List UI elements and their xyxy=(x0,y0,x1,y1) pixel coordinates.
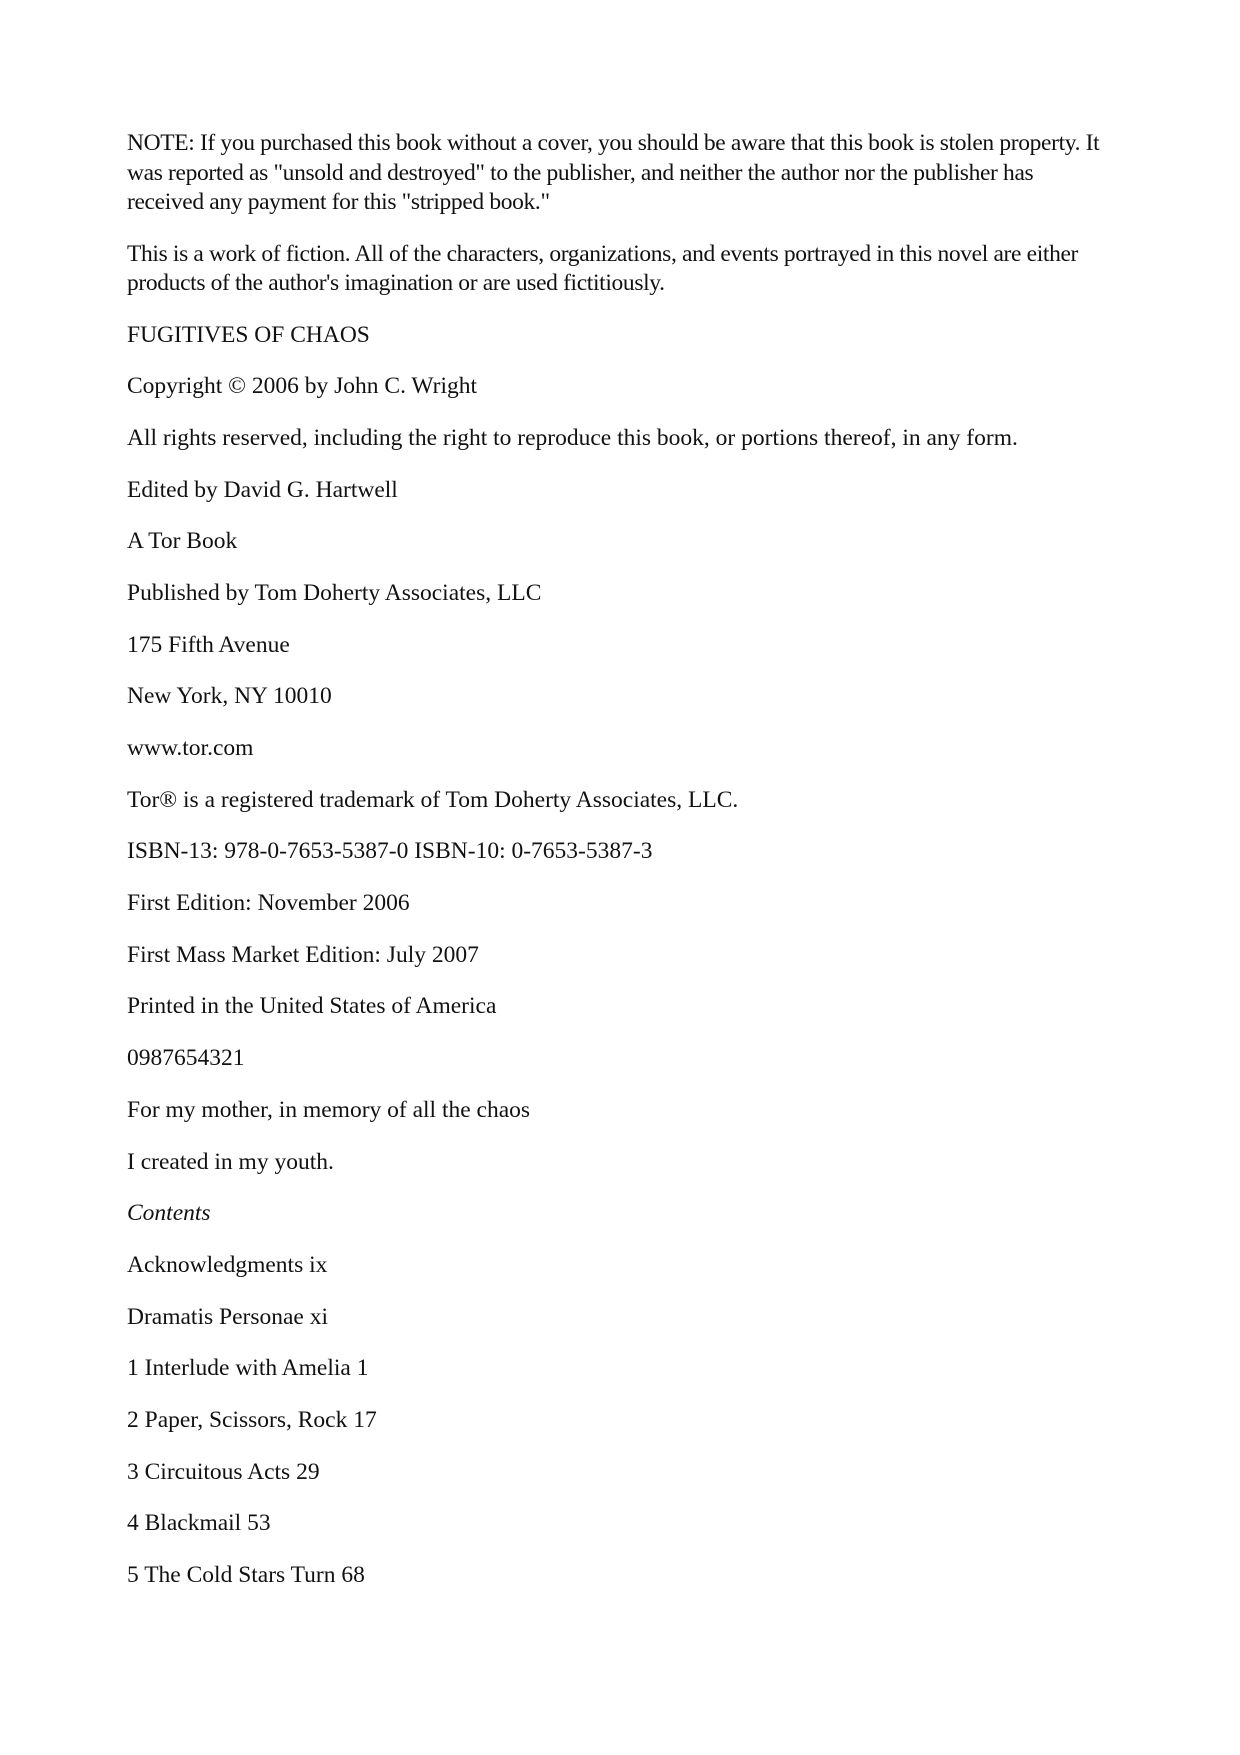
rights-statement: All rights reserved, including the right to reproduce this book, or portions thereof, in any form. xyxy=(127,424,1018,451)
contents-heading: Contents xyxy=(127,1200,211,1227)
printed-in-line: Printed in the United States of America xyxy=(127,993,497,1020)
imprint-line: A Tor Book xyxy=(127,528,238,555)
fiction-disclaimer: This is a work of fiction. All of the characters, organizations, and events portrayed in this novel are either products of the author's imagination or are used fictitiously. xyxy=(127,240,1079,296)
contents-entry: 4 Blackmail 53 xyxy=(127,1510,271,1537)
contents-entry: 5 The Cold Stars Turn 68 xyxy=(127,1562,365,1588)
copyright-line: Copyright © 2006 by John C. Wright xyxy=(127,373,478,400)
contents-entry: 3 Circuitous Acts 29 xyxy=(127,1458,320,1485)
isbn-line: ISBN-13: 978-0-7653-5387-0 ISBN-10: 0-7653-5387-3 xyxy=(127,838,653,865)
publisher-city-address: New York, NY 10010 xyxy=(127,683,332,710)
stripped-book-notice: NOTE: If you purchased this book without a cover, you should be aware that this book is stolen property. It was reported as "unsold and destroyed" to the publisher, and neither the author nor the publisher has received any payment for this "stripped book." xyxy=(127,130,1100,215)
publisher-website: www.tor.com xyxy=(127,735,254,761)
editor-credit: Edited by David G. Hartwell xyxy=(127,476,398,503)
dedication-line-1: For my mother, in memory of all the chaos xyxy=(127,1096,531,1123)
contents-entry: 2 Paper, Scissors, Rock 17 xyxy=(127,1406,377,1433)
dedication-line-2: I created in my youth. xyxy=(127,1148,334,1175)
trademark-notice: Tor® is a registered trademark of Tom Doherty Associates, LLC. xyxy=(127,786,739,813)
contents-entry: Dramatis Personae xi xyxy=(127,1303,329,1330)
contents-entry: Acknowledgments ix xyxy=(127,1251,328,1278)
printing-number-line: 0987654321 xyxy=(127,1045,245,1072)
mass-market-edition-line: First Mass Market Edition: July 2007 xyxy=(127,941,479,968)
document-page xyxy=(127,129,1112,1613)
contents-entry: 1 Interlude with Amelia 1 xyxy=(127,1355,369,1382)
publisher-line: Published by Tom Doherty Associates, LLC xyxy=(127,579,542,606)
publisher-street-address: 175 Fifth Avenue xyxy=(127,631,290,658)
first-edition-line: First Edition: November 2006 xyxy=(127,890,410,917)
book-title: FUGITIVES OF CHAOS xyxy=(127,321,370,348)
